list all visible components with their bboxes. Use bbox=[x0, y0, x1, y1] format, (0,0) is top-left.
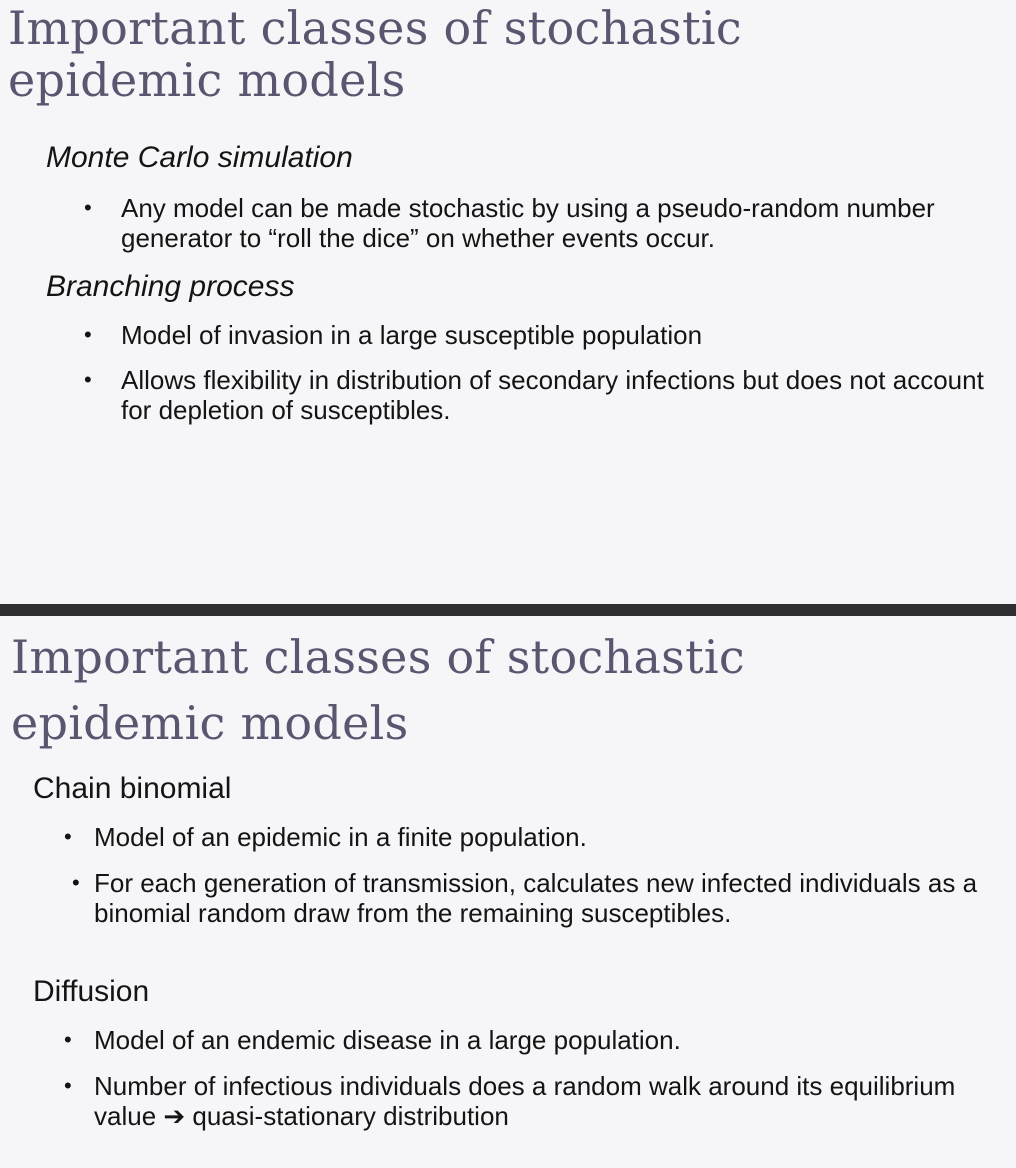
bullet-text: Model of an epidemic in a finite population. bbox=[94, 822, 587, 852]
slide-2 bbox=[0, 616, 1016, 1168]
bullet-list bbox=[64, 1025, 994, 1131]
bullet-list bbox=[84, 193, 991, 253]
title-line-2: epidemic models bbox=[11, 696, 409, 750]
bullet-dot: • bbox=[84, 322, 92, 347]
bullet-text: For each generation of transmission, calculates new infected individuals as a binomial random draw from the remaining susceptibles. bbox=[94, 868, 978, 928]
slide-divider bbox=[0, 604, 1016, 616]
list-item bbox=[84, 365, 991, 425]
section-heading-diffusion: Diffusion bbox=[33, 975, 150, 1008]
list-item bbox=[84, 320, 991, 350]
bullet-dot: • bbox=[84, 367, 92, 392]
list-item bbox=[64, 1071, 994, 1131]
title-line-1: Important classes of stochastic bbox=[11, 630, 745, 684]
bullet-list bbox=[64, 822, 994, 928]
bullet-text: Any model can be made stochastic by using a pseudo-random number generator to “roll the dice” on whether events occur. bbox=[121, 193, 935, 253]
title-line-1: Important classes of stochastic bbox=[8, 1, 742, 55]
bullet-dot: • bbox=[64, 1073, 72, 1098]
bullet-text: Allows flexibility in distribution of secondary infections but does not account for depletion of susceptibles. bbox=[121, 365, 984, 425]
bullet-dot: • bbox=[64, 1027, 72, 1052]
bullet-list bbox=[84, 320, 991, 425]
list-item bbox=[84, 193, 991, 253]
list-item bbox=[64, 1025, 994, 1055]
slide-title bbox=[11, 624, 745, 756]
bullet-dot: • bbox=[72, 870, 80, 895]
bullet-text: Model of an endemic disease in a large population. bbox=[94, 1025, 681, 1055]
bullet-text: Number of infectious individuals does a random walk around its equilibrium value ➔ quasi-stationary distribution bbox=[94, 1071, 956, 1131]
section-heading-branching-process: Branching process bbox=[46, 270, 295, 303]
bullet-dot: • bbox=[64, 824, 72, 849]
title-line-2: epidemic models bbox=[8, 53, 406, 107]
slide-title bbox=[8, 2, 742, 106]
list-item bbox=[72, 868, 994, 928]
bullet-text: Model of invasion in a large susceptible population bbox=[121, 320, 703, 350]
list-item bbox=[64, 822, 994, 852]
section-heading-chain-binomial: Chain binomial bbox=[33, 772, 232, 805]
bullet-dot: • bbox=[84, 195, 92, 220]
section-heading-monte-carlo: Monte Carlo simulation bbox=[46, 141, 353, 174]
